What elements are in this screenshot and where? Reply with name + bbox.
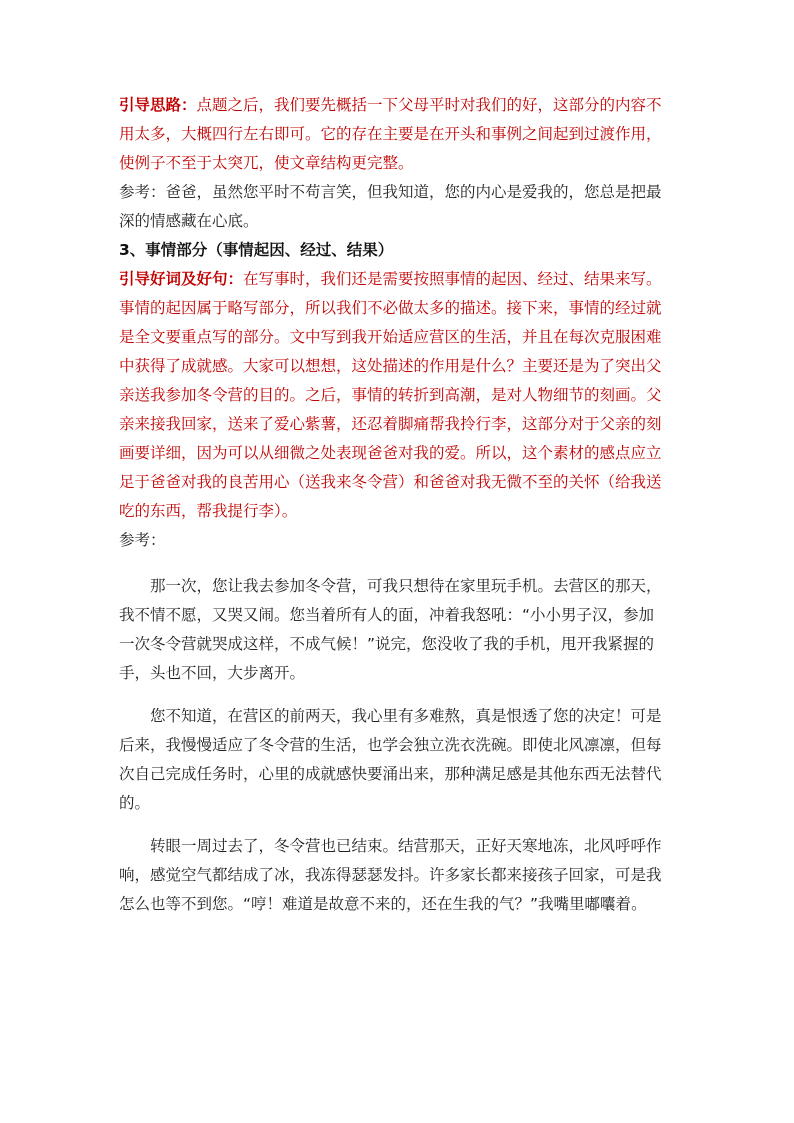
- guide-words-paragraph: [119, 265, 699, 526]
- guide-words-text: 在写事时，我们还是需要按照事情的起因、经过、结果来写。 事情的起因属于略写部分，所以我们不必做太多的描述。接下来，事情的经过就 是全文要重点写的部分。文中写到我开始适应营区的生活，并且在每次克服困难 中获得了成就感。大家可以想想，这处描述的作用是什么？主要还是为了突出父 亲送我参加冬令营的目的。之后，事情的转折到高潮，是对人物细节的刻画。父 亲来接我回家，送来了爱心紫薯，还忍着脚痛帮我拎行李，这部分对于父亲的刻 画要详细，因为可以从细微之处表现爸爸对我的爱。所以，这个素材的感点应立 足于爸爸对我的良苦用心（送我来冬令营）和爸爸对我无微不至的关怀（给我送 吃的东西，帮我提行李）。: [119, 270, 662, 520]
- essay-paragraph-2: 您不知道，在营区的前两天，我心里有多难熬，真是恨透了您的决定！可是 后来，我慢慢适应了冬令营的生活，也学会独立洗衣洗碗。即使北风凛凛，但每 次自己完成任务时，心里的成就感快要涌出来，那种满足感是其他东西无法替代 的。: [119, 707, 662, 812]
- essay-paragraph-1: 那一次，您让我去参加冬令营，可我只想待在家里玩手机。去营区的那天， 我不情不愿，又哭又闹。您当着所有人的面，冲着我怒吼：“小小男子汉，参加 一次冬令营就哭成这样，不成气候！”说完，您没收了我的手机，甩开我紧握的 手，头也不回，大步离开。: [119, 577, 662, 682]
- section-heading: 3、事情部分（事情起因、经过、结果）: [119, 241, 394, 259]
- guide-idea-label: 引导思路：: [119, 96, 197, 114]
- guide-words-label: 引导好词及好句：: [119, 270, 244, 288]
- reference-paragraph-1: 参考：爸爸，虽然您平时不苟言笑，但我知道，您的内心是爱我的，您总是把最 深的情感藏在心底。: [119, 183, 662, 230]
- essay-paragraph-3: 转眼一周过去了，冬令营也已结束。结营那天，正好天寒地冻，北风呼呼作 响，感觉空气都结成了冰，我冻得瑟瑟发抖。许多家长都来接孩子回家，可是我 怎么也等不到您。“哼！难道是故意不来的，还在生我的气？”我嘴里嘟囔着。: [119, 837, 662, 913]
- guide-idea-text: 点题之后，我们要先概括一下父母平时对我们的好，这部分的内容不 用太多，大概四行左右即可。它的存在主要是在开头和事例之间起到过渡作用， 使例子不至于太突兀，使文章结构更完整。: [119, 96, 662, 172]
- document-body: [119, 91, 699, 919]
- guide-idea-paragraph: [119, 91, 699, 178]
- reference-label-2: 参考：: [119, 531, 166, 549]
